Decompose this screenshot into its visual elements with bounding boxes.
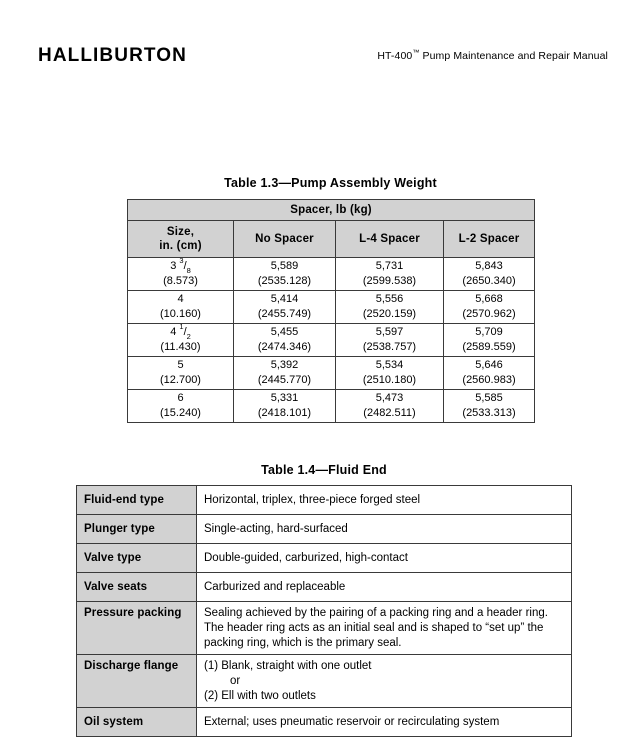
row-label: Plunger type — [77, 515, 197, 544]
cell-l4-spacer — [336, 390, 444, 423]
cell-no-spacer — [234, 390, 336, 423]
cell-size-cm: (11.430) — [160, 341, 201, 353]
value-line: Single-acting, hard-surfaced — [204, 522, 348, 535]
column-header-no-spacer: No Spacer — [234, 221, 336, 258]
value-line: or — [230, 675, 241, 687]
cell-l2-spacer — [444, 291, 535, 324]
manual-title-pre: HT-400 — [377, 50, 413, 62]
cell-l4-spacer-kg: (2520.159) — [362, 308, 417, 320]
fraction-numerator: 1 — [179, 322, 184, 332]
cell-l2-spacer-lb: 5,709 — [475, 326, 503, 338]
row-value — [197, 602, 572, 655]
value-line: (1) Blank, straight with one outlet — [204, 660, 372, 672]
row-value — [197, 515, 572, 544]
row-label: Discharge flange — [77, 655, 197, 708]
size-fraction — [179, 256, 191, 276]
cell-no-spacer-lb: 5,589 — [270, 260, 299, 272]
cell-l4-spacer — [336, 324, 444, 357]
cell-l2-spacer-lb: 5,843 — [475, 260, 503, 272]
table-row — [128, 357, 535, 390]
cell-l4-spacer-lb: 5,473 — [375, 392, 404, 404]
row-value — [197, 708, 572, 737]
table-1-4-title: Table 1.4—Fluid End — [261, 463, 387, 477]
cell-size-cm: (15.240) — [160, 407, 201, 419]
cell-l2-spacer-kg: (2560.983) — [462, 374, 516, 386]
cell-no-spacer — [234, 357, 336, 390]
cell-no-spacer-kg: (2445.770) — [257, 374, 312, 386]
cell-no-spacer-kg: (2474.346) — [257, 341, 312, 353]
cell-size — [128, 390, 234, 423]
fraction-denominator: 2 — [186, 332, 191, 342]
cell-size-cm: (8.573) — [163, 275, 198, 287]
cell-l4-spacer-lb: 5,731 — [375, 260, 404, 272]
row-label: Pressure packing — [77, 602, 197, 655]
cell-l4-spacer-kg: (2599.538) — [362, 275, 417, 287]
cell-l2-spacer — [444, 324, 535, 357]
fraction-slash: / — [183, 260, 187, 272]
table-row — [77, 486, 572, 515]
table-row — [128, 291, 535, 324]
row-value — [197, 544, 572, 573]
row-label: Valve seats — [77, 573, 197, 602]
size-whole-number: 3 — [170, 260, 180, 272]
cell-size — [128, 357, 234, 390]
table-1-3-body — [128, 258, 535, 423]
cell-l2-spacer — [444, 357, 535, 390]
table-row — [77, 655, 572, 708]
column-header-size-line1: Size, — [166, 226, 195, 238]
table-1-4-fluid-end — [76, 485, 572, 737]
table-1-3-column-header-row — [128, 221, 535, 258]
table-1-4-body — [77, 486, 572, 737]
cell-l4-spacer-kg: (2538.757) — [362, 341, 417, 353]
cell-l2-spacer-kg: (2589.559) — [462, 341, 516, 353]
cell-no-spacer-kg: (2418.101) — [257, 407, 312, 419]
table-1-3-group-header: Spacer, lb (kg) — [128, 200, 535, 221]
cell-size-inches — [128, 256, 233, 276]
cell-size-inches: 4 — [177, 293, 184, 305]
table-row — [77, 708, 572, 737]
cell-l4-spacer — [336, 291, 444, 324]
cell-l4-spacer-kg: (2482.511) — [363, 407, 416, 419]
cell-no-spacer-lb: 5,455 — [270, 326, 299, 338]
cell-l4-spacer-lb: 5,597 — [375, 326, 404, 338]
trademark-symbol: ™ — [412, 49, 420, 57]
size-fraction — [179, 322, 191, 342]
row-label: Fluid-end type — [77, 486, 197, 515]
cell-l4-spacer-lb: 5,556 — [375, 293, 404, 305]
table-row — [128, 390, 535, 423]
cell-size-inches: 6 — [177, 392, 184, 404]
value-line: Horizontal, triplex, three-piece forged steel — [204, 493, 421, 506]
cell-no-spacer — [234, 324, 336, 357]
cell-l2-spacer-kg: (2533.313) — [462, 407, 516, 419]
cell-no-spacer-lb: 5,414 — [270, 293, 299, 305]
table-row — [128, 324, 535, 357]
row-value — [197, 655, 572, 708]
cell-no-spacer-lb: 5,392 — [270, 359, 299, 371]
row-value — [197, 486, 572, 515]
cell-l2-spacer-kg: (2650.340) — [462, 275, 516, 287]
cell-l2-spacer-lb: 5,646 — [475, 359, 503, 371]
cell-l2-spacer — [444, 258, 535, 291]
cell-size-inches: 5 — [177, 359, 184, 371]
cell-l4-spacer-lb: 5,534 — [375, 359, 404, 371]
size-whole-number: 4 — [170, 326, 180, 338]
cell-l2-spacer-kg: (2570.962) — [462, 308, 516, 320]
cell-size-inches — [128, 322, 233, 342]
cell-no-spacer — [234, 258, 336, 291]
table-row — [77, 573, 572, 602]
cell-no-spacer-lb: 5,331 — [270, 392, 299, 404]
cell-size — [128, 291, 234, 324]
fraction-denominator: 8 — [186, 266, 191, 276]
column-header-l2-spacer: L-2 Spacer — [444, 221, 535, 258]
cell-no-spacer-kg: (2455.749) — [257, 308, 312, 320]
row-label: Oil system — [77, 708, 197, 737]
cell-l4-spacer — [336, 357, 444, 390]
table-row — [128, 258, 535, 291]
column-header-size-line2: in. (cm) — [159, 240, 202, 252]
table-1-3-pump-assembly-weight — [127, 199, 535, 423]
cell-size-cm: (10.160) — [160, 308, 201, 320]
cell-no-spacer-kg: (2535.128) — [257, 275, 312, 287]
table-row — [77, 544, 572, 573]
value-line: The header ring acts as an initial seal and is shaped to “set up” the — [204, 622, 544, 634]
table-1-3-group-header-row — [128, 200, 535, 221]
cell-l2-spacer-lb: 5,585 — [475, 392, 503, 404]
halliburton-logo: HALLIBURTON — [38, 45, 187, 66]
manual-title — [377, 50, 608, 62]
value-line: (2) Ell with two outlets — [204, 690, 316, 702]
cell-l4-spacer — [336, 258, 444, 291]
cell-no-spacer — [234, 291, 336, 324]
page-header — [0, 45, 644, 75]
cell-l2-spacer — [444, 390, 535, 423]
table-row — [77, 602, 572, 655]
value-line: External; uses pneumatic reservoir or recirculating system — [204, 715, 500, 728]
fraction-numerator: 3 — [179, 256, 184, 266]
row-value — [197, 573, 572, 602]
value-line: packing ring, which is the primary seal. — [204, 637, 402, 649]
table-row — [77, 515, 572, 544]
cell-size-cm: (12.700) — [160, 374, 201, 386]
cell-l4-spacer-kg: (2510.180) — [362, 374, 417, 386]
cell-size — [128, 258, 234, 291]
row-label: Valve type — [77, 544, 197, 573]
cell-size — [128, 324, 234, 357]
column-header-size — [128, 221, 234, 258]
column-header-l4-spacer: L-4 Spacer — [336, 221, 444, 258]
cell-l2-spacer-lb: 5,668 — [475, 293, 503, 305]
fraction-slash: / — [183, 326, 187, 338]
table-1-3-title: Table 1.3—Pump Assembly Weight — [224, 176, 437, 190]
value-line: Double-guided, carburized, high-contact — [204, 551, 408, 564]
manual-title-post: Pump Maintenance and Repair Manual — [419, 50, 608, 62]
value-line: Carburized and replaceable — [204, 580, 346, 593]
value-line: Sealing achieved by the pairing of a packing ring and a header ring. — [204, 607, 548, 619]
